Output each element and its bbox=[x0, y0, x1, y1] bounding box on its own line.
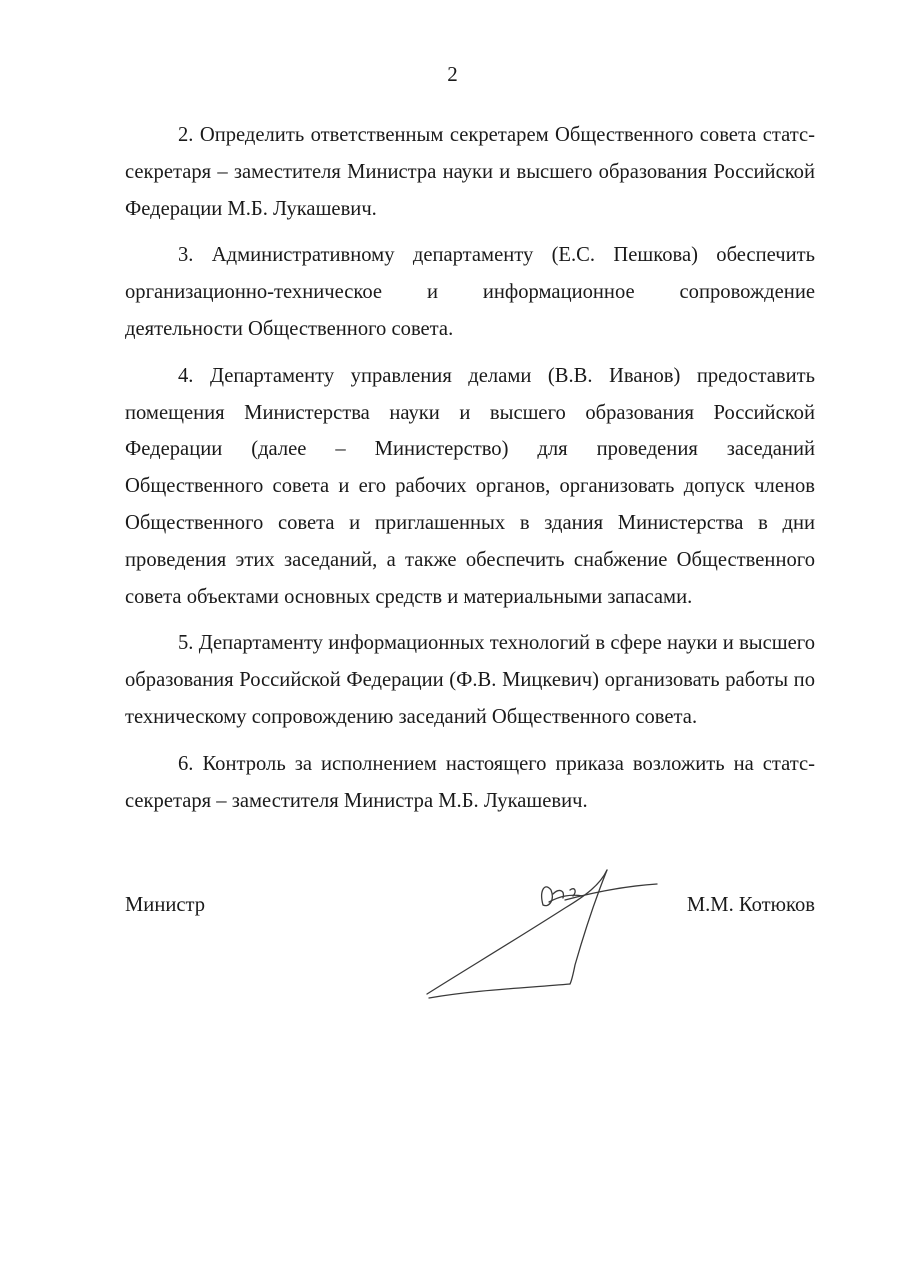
signature-block bbox=[125, 880, 815, 1020]
paragraph-5: 5. Департаменту информационных технологий в сфере науки и высшего образования Российской Федерации (Ф.В. Мицкевич) организовать работы по техническому сопровождению заседаний Общественного совета. bbox=[125, 632, 815, 728]
signatory-title: Министр bbox=[125, 894, 206, 916]
order-body bbox=[125, 117, 815, 829]
paragraph-2: 2. Определить ответственным секретарем Общественного совета статс-секретаря – заместителя Министра науки и высшего образования Российской Федерации М.Б. Лукашевич. bbox=[125, 124, 815, 220]
paragraph-3: 3. Административному департаменту (Е.С. Пешкова) обеспечить организационно-техническое и информационное сопровождение деятельности Общественного совета. bbox=[125, 244, 815, 340]
page-number: 2 bbox=[447, 62, 458, 86]
paragraph-6: 6. Контроль за исполнением настоящего приказа возложить на статс-секретаря – заместителя Министра М.Б. Лукашевич. bbox=[125, 752, 815, 812]
signatory-name: М.М. Котюков bbox=[686, 894, 815, 916]
handwritten-signature bbox=[425, 860, 685, 1005]
paragraph-4: 4. Департаменту управления делами (В.В. Иванов) предоставить помещения Министерства науки и высшего образования Российской Федерации (далее – Министерство) для проведения заседаний Общественного совета и его рабочих органов, организовать допуск членов Общественного совета и приглашенных в здания Министерства в дни проведения этих заседаний, а также обеспечить снабжение Общественного совета объектами основных средств и материальными запасами. bbox=[125, 364, 815, 608]
